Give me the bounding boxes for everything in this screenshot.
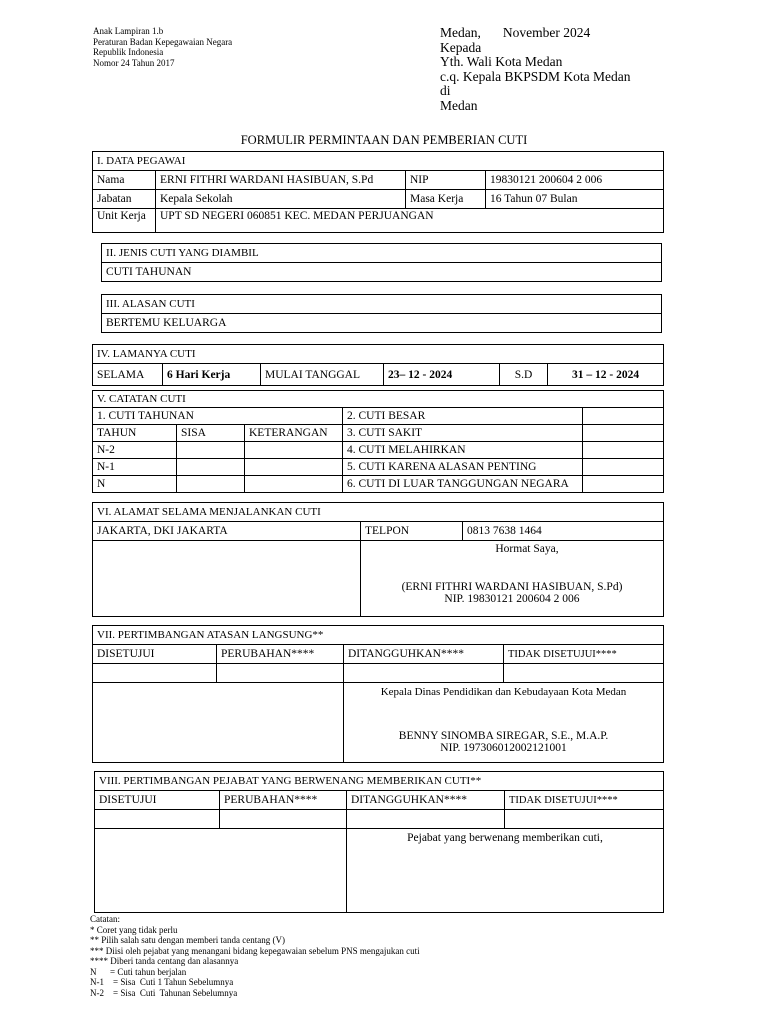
- official-title: Pejabat yang berwenang memberikan cuti,: [407, 832, 603, 844]
- empty-cell: [93, 541, 361, 617]
- section-alamat: [92, 502, 664, 617]
- row-n2: N-2: [93, 442, 177, 459]
- nip-label: NIP: [406, 171, 486, 190]
- check-cell: [93, 664, 217, 683]
- section-pertimbangan-atasan: [92, 625, 664, 763]
- sisa-cell: [177, 459, 245, 476]
- nama-value: ERNI FITHRI WARDANI HASIBUAN, S.Pd: [156, 171, 406, 190]
- unit-kerja-value: UPT SD NEGERI 060851 KEC. MEDAN PERJUANGAN: [156, 209, 664, 233]
- nip-value: 19830121 200604 2 006: [486, 171, 664, 190]
- opt-perubahan: PERUBAHAN****: [217, 645, 344, 664]
- opt-disetujui: DISETUJUI: [93, 645, 217, 664]
- cuti-sakit-label: 3. CUTI SAKIT: [343, 425, 583, 442]
- section-pertimbangan-pejabat: [94, 771, 664, 913]
- opt-ditangguhkan: DITANGGUHKAN****: [347, 791, 505, 810]
- masa-kerja-value: 16 Tahun 07 Bulan: [486, 190, 664, 209]
- row-n: N: [93, 476, 177, 493]
- section-jenis-cuti: [101, 243, 662, 282]
- section-title: VIII. PERTIMBANGAN PEJABAT YANG BERWENANG MEMBERIKAN CUTI**: [95, 772, 664, 791]
- check-cell: [583, 476, 664, 493]
- check-cell: [95, 810, 220, 829]
- cuti-besar-label: 2. CUTI BESAR: [343, 408, 583, 425]
- cuti-luar-tanggungan-label: 6. CUTI DI LUAR TANGGUNGAN NEGARA: [343, 476, 583, 493]
- check-cell: [583, 442, 664, 459]
- note-line: Catatan:: [90, 914, 120, 924]
- attachment-line: Nomor 24 Tahun 2017: [93, 57, 175, 68]
- check-cell: [583, 408, 664, 425]
- opt-disetujui: DISETUJUI: [95, 791, 220, 810]
- nama-label: Nama: [93, 171, 156, 190]
- attachment-line: Peraturan Badan Kepegawaian Negara: [93, 36, 233, 47]
- cuti-alasan-penting-label: 5. CUTI KARENA ALASAN PENTING: [343, 459, 583, 476]
- mulai-tanggal-label: MULAI TANGGAL: [261, 364, 384, 386]
- check-cell: [347, 810, 505, 829]
- check-cell: [220, 810, 347, 829]
- letter-cq: c.q. Kepala BKPSDM Kota Medan: [440, 68, 631, 84]
- signer-nip: NIP. 19830121 200604 2 006: [444, 593, 580, 605]
- note-line: N-1 = Sisa Cuti 1 Tahun Sebelumnya: [90, 977, 234, 987]
- jabatan-label: Jabatan: [93, 190, 156, 209]
- jabatan-value: Kepala Sekolah: [156, 190, 406, 209]
- note-line: N-2 = Sisa Cuti Tahunan Sebelumnya: [90, 987, 238, 998]
- cuti-melahirkan-label: 4. CUTI MELAHIRKAN: [343, 442, 583, 459]
- section-title: VI. ALAMAT SELAMA MENJALANKAN CUTI: [93, 503, 664, 522]
- official-nip: NIP. 197306012002121001: [440, 742, 567, 754]
- col-tahun: TAHUN: [93, 425, 177, 442]
- signer-name: (ERNI FITHRI WARDANI HASIBUAN, S.Pd): [401, 581, 623, 593]
- note-line: ** Pilih salah satu dengan memberi tanda centang (V): [90, 935, 285, 945]
- official-title: Kepala Dinas Pendidikan dan Kebudayaan Kota Medan: [380, 686, 627, 698]
- section-catatan-cuti: [92, 390, 664, 493]
- start-date-value: 23– 12 - 2024: [384, 364, 500, 386]
- letter-recipient: Yth. Wali Kota Medan: [440, 54, 563, 69]
- opt-perubahan: PERUBAHAN****: [220, 791, 347, 810]
- section-alasan-cuti: [101, 294, 662, 333]
- section-title: VII. PERTIMBANGAN ATASAN LANGSUNG**: [93, 626, 664, 645]
- check-cell: [583, 425, 664, 442]
- letter-place: Medan,: [440, 25, 481, 40]
- col-keterangan: KETERANGAN: [245, 425, 343, 442]
- section-title: V. CATATAN CUTI: [93, 391, 664, 408]
- note-line: N = Cuti tahun berjalan: [90, 966, 187, 977]
- address-value: JAKARTA, DKI JAKARTA: [93, 522, 361, 541]
- check-cell: [583, 459, 664, 476]
- keterangan-cell: [245, 459, 343, 476]
- letter-address: [440, 26, 630, 113]
- check-cell: [217, 664, 344, 683]
- section-title: III. ALASAN CUTI: [102, 295, 662, 314]
- telpon-value: 0813 7638 1464: [463, 522, 664, 541]
- section-lamanya-cuti: [92, 344, 664, 386]
- hormat-saya: Hormat Saya,: [495, 543, 559, 555]
- section-title: I. DATA PEGAWAI: [93, 152, 664, 171]
- check-cell: [344, 664, 504, 683]
- opt-tidak-disetujui: TIDAK DISETUJUI****: [504, 645, 664, 664]
- attachment-line: Anak Lampiran 1.b: [93, 26, 164, 36]
- duration-value: 6 Hari Kerja: [163, 364, 261, 386]
- keterangan-cell: [245, 476, 343, 493]
- section-title: IV. LAMANYA CUTI: [93, 345, 664, 364]
- col-sisa: SISA: [177, 425, 245, 442]
- attachment-reference: [93, 26, 232, 68]
- form-title: FORMULIR PERMINTAAN DAN PEMBERIAN CUTI: [240, 133, 528, 147]
- sisa-cell: [177, 476, 245, 493]
- telpon-label: TELPON: [361, 522, 463, 541]
- letter-di: di: [440, 83, 451, 98]
- jenis-cuti-value: CUTI TAHUNAN: [102, 263, 662, 282]
- note-line: **** Diberi tanda centang dan alasannya: [90, 956, 239, 966]
- attachment-line: Republik Indonesia: [93, 47, 164, 57]
- empty-cell: [95, 829, 347, 913]
- row-n1: N-1: [93, 459, 177, 476]
- check-cell: [505, 810, 664, 829]
- keterangan-cell: [245, 442, 343, 459]
- end-date-value: 31 – 12 - 2024: [548, 364, 664, 386]
- pejabat-signature-block: [347, 829, 664, 913]
- note-line: *** Diisi oleh pejabat yang menangani bidang kepegawaian sebelum PNS mengajukan cuti: [90, 945, 420, 956]
- applicant-signature-block: [361, 541, 664, 617]
- masa-kerja-label: Masa Kerja: [406, 190, 486, 209]
- section-title: II. JENIS CUTI YANG DIAMBIL: [102, 244, 662, 263]
- atasan-signature-block: [344, 683, 664, 763]
- sd-label: S.D: [500, 364, 548, 386]
- unit-kerja-label: Unit Kerja: [93, 209, 156, 233]
- footnotes: [90, 914, 420, 998]
- letter-date: November 2024: [502, 25, 591, 40]
- letter-city: Medan: [440, 97, 478, 113]
- alasan-cuti-value: BERTEMU KELUARGA: [102, 314, 662, 333]
- selama-label: SELAMA: [93, 364, 163, 386]
- check-cell: [504, 664, 664, 683]
- cuti-tahunan-label: 1. CUTI TAHUNAN: [93, 408, 343, 425]
- empty-cell: [93, 683, 344, 763]
- opt-ditangguhkan: DITANGGUHKAN****: [344, 645, 504, 664]
- section-data-pegawai: [92, 151, 664, 233]
- official-name: BENNY SINOMBA SIREGAR, S.E., M.A.P.: [398, 730, 609, 742]
- opt-tidak-disetujui: TIDAK DISETUJUI****: [505, 791, 664, 810]
- note-line: * Coret yang tidak perlu: [90, 924, 178, 935]
- letter-kepada: Kepada: [440, 39, 482, 55]
- sisa-cell: [177, 442, 245, 459]
